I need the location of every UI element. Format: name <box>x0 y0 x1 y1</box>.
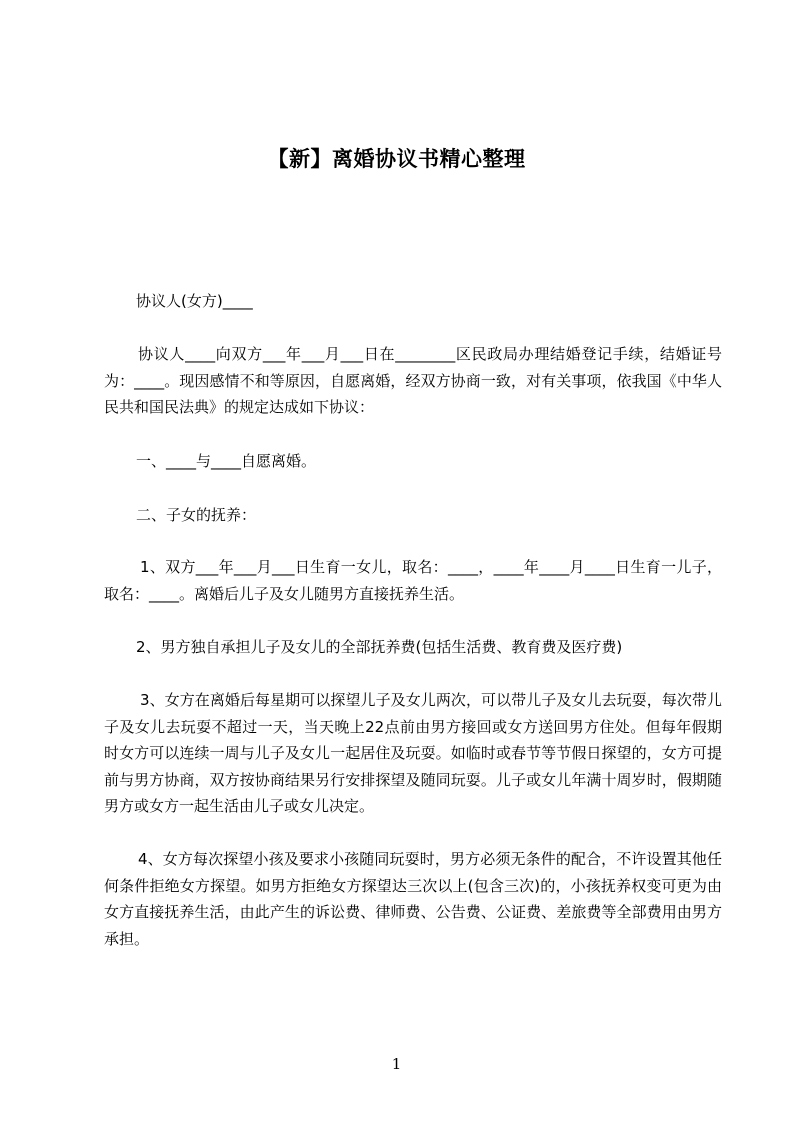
paragraph-item-3: 3、女方在离婚后每星期可以探望儿子及女儿两次，可以带儿子及女儿去玩耍，每次带儿子及女儿去玩耍不超过一天，当天晚上22点前由男方接回或女方送回男方住处。但每年假期时女方可以连续一周与儿子及女儿一起居住及玩耍。如临时或春节等节假日探望的，女方可提前与男方协商，双方按协商结果另行安排探望及随同玩耍。儿子或女儿年满十周岁时，假期随男方或女方一起生活由儿子或女儿决定。 <box>104 691 722 815</box>
paragraph-item-4: 4、女方每次探望小孩及要求小孩随同玩耍时，男方必须无条件的配合，不许设置其他任何条件拒绝女方探望。如男方拒绝女方探望达三次以上(包含三次)的，小孩抚养权变可更为由女方直接抚养生活，由此产生的诉讼费、律师费、公告费、公证费、差旅费等全部费用由男方承担。 <box>104 850 722 948</box>
paragraph-item-1: 1、双方___年___月___日生育一女儿，取名：____，____年____月____日生育一儿子，取名：____。离婚后儿子及女儿随男方直接抚养生活。 <box>104 558 722 603</box>
paragraph-item-2: 2、男方独自承担儿子及女儿的全部抚养费(包括生活费、教育费及医疗费) <box>136 638 623 656</box>
paragraph-clause-2-heading: 二、子女的抚养： <box>136 506 257 524</box>
paragraph-party-female: 协议人(女方)____ <box>136 292 253 310</box>
page-number: 1 <box>391 1055 402 1073</box>
paragraph-clause-1: 一、____与____自愿离婚。 <box>136 452 317 470</box>
document-title: 【新】离婚协议书精心整理 <box>267 147 526 171</box>
paragraph-intro: 协议人____向双方___年___月___日在________区民政局办理结婚登记手续，结婚证号为：____。现因感情不和等原因，自愿离婚，经双方协商一致，对有关事项，依我国《中华人民共和国民法典》的规定达成如下协议： <box>104 345 722 416</box>
